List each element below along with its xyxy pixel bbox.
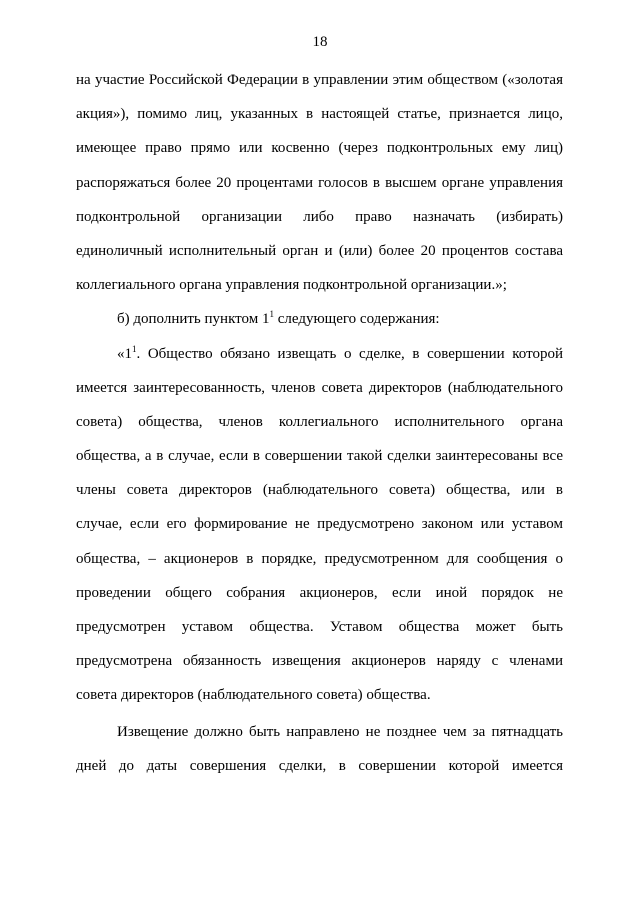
text-line: члены совета директоров (наблюдательного совета) общества, или в [76, 482, 563, 499]
paragraph-amendment-b [76, 309, 563, 343]
text-line: предусмотрена обязанность извещения акционеров наряду с членами [76, 653, 563, 670]
text-line: распоряжаться более 20 процентами голосов в высшем органе управления [76, 174, 563, 191]
superscript-index: 1 [269, 309, 274, 320]
text-line: единоличный исполнительный орган и (или) более 20 процентов состава [76, 242, 563, 259]
paragraph-notice: Извещение должно быть направлено не позднее чем за пятнадцать [117, 723, 563, 740]
text-line: акция»), помимо лиц, указанных в настоящей статье, признается лицо, [76, 106, 563, 123]
text-line: коллегиального органа управления подконтрольной организации.»; [76, 277, 507, 294]
document-body [76, 70, 563, 790]
text-line: предусмотрен уставом общества. Уставом общества может быть [76, 619, 563, 635]
text-line: подконтрольной организации либо право назначать (избирать) [76, 208, 563, 225]
text-fragment: следующего содержания: [273, 311, 440, 328]
text-line: общества, а в случае, если в совершении такой сделки заинтересованы все [76, 448, 563, 465]
text-line: на участие Российской Федерации в управлении этим обществом («золотая [76, 72, 563, 88]
text-line: имеется заинтересованность, членов совета директоров (наблюдательного [76, 379, 563, 396]
text-fragment: . Общество обязано извещать о сделке, в совершении которой [136, 345, 563, 362]
text-line: общества, – акционеров в порядке, предусмотренном для сообщения о [76, 550, 563, 567]
page-number: 18 [312, 34, 328, 50]
text-line: дней до даты совершения сделки, в совершении которой имеется [76, 757, 563, 774]
text-line: случае, если его формирование не предусмотрено законом или уставом [76, 516, 563, 533]
text-line: проведении общего собрания акционеров, если иной порядок не [76, 584, 563, 601]
superscript-index: 1 [132, 343, 137, 354]
text-line: имеющее право прямо или косвенно (через подконтрольных ему лиц) [76, 140, 563, 157]
paragraph-clause-1-1 [76, 344, 563, 378]
text-fragment: «1 [117, 345, 132, 362]
text-fragment: б) дополнить пунктом 1 [117, 311, 270, 328]
text-line: совета) общества, членов коллегиального исполнительного органа [76, 413, 563, 430]
text-line: совета директоров (наблюдательного совета) общества. [76, 687, 431, 704]
